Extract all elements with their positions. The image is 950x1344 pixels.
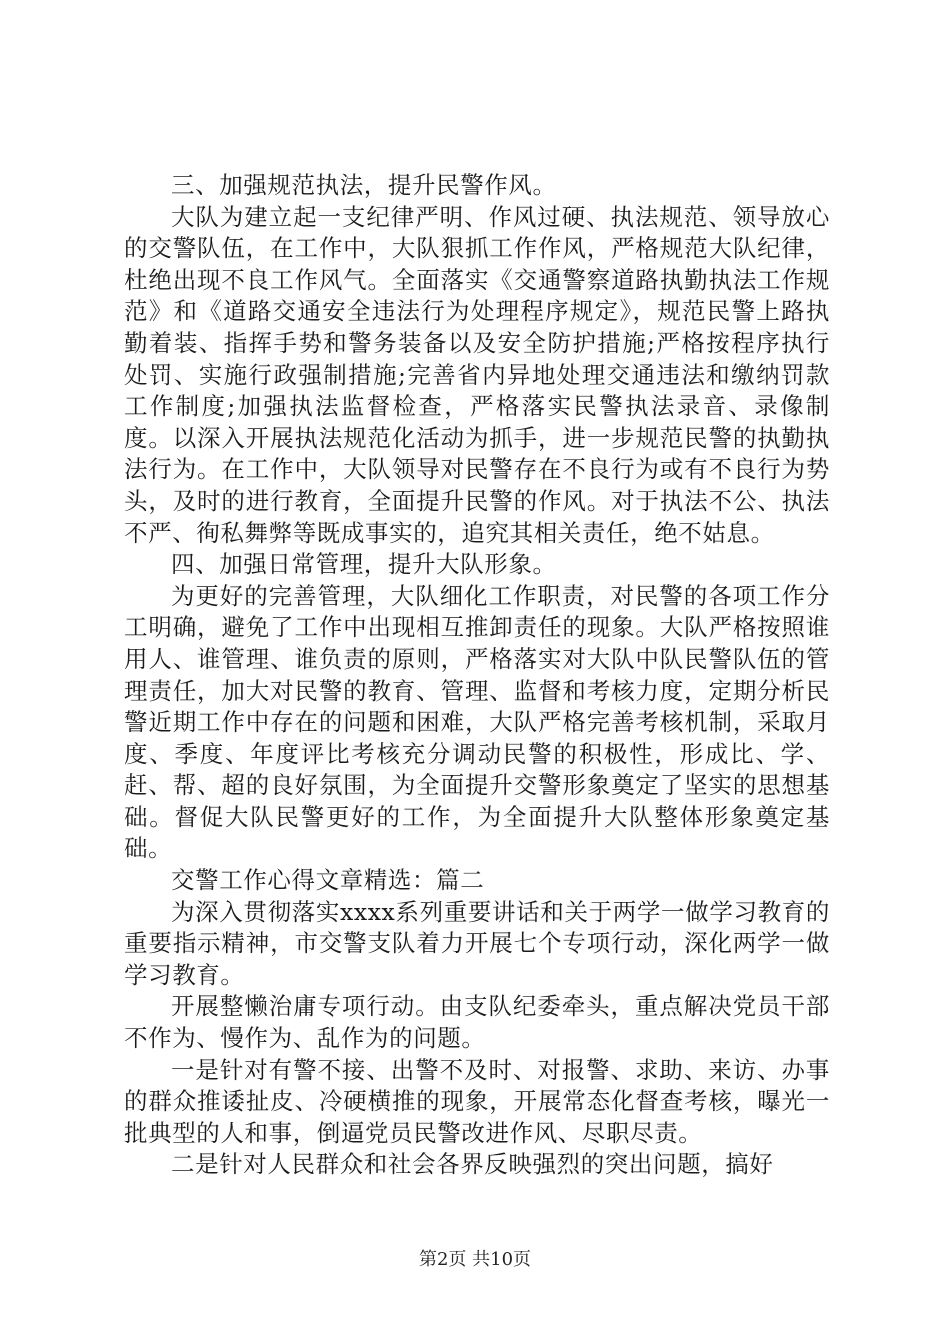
article-subtitle: 交警工作心得文章精选：篇二 [171,866,485,895]
paragraph: 一是针对有警不接、出警不及时、对报警、求助、来访、办事的群众推诿扯皮、冷硬横推的现象，开展常态化督查考核，曝光一批典型的人和事，倒逼党员民警改进作风、尽职尽责。 [124,1055,830,1147]
document-body [124,170,830,1181]
page-number-footer: 第2页 共10页 [418,1249,532,1270]
section-heading-4: 四、加强日常管理，提升大队形象。 [171,550,557,579]
section-heading-3: 三、加强规范执法，提升民警作风。 [171,171,557,199]
paragraph: 为更好的完善管理，大队细化工作职责，对民警的各项工作分工明确，避免了工作中出现相互推卸责任的现象。大队严格按照谁用人、谁管理、谁负责的原则，严格落实对大队中队民警队伍的管理责任，加大对民警的教育、管理、监督和考核力度，定期分析民警近期工作中存在的问题和困难，大队严格完善考核机制，采取月度、季度、年度评比考核充分调动民警的积极性，形成比、学、赶、帮、超的良好氛围，为全面提升交警形象奠定了坚实的思想基础。督促大队民警更好的工作，为全面提升大队整体形象奠定基础。 [124,581,830,863]
paragraph: 开展整懒治庸专项行动。由支队纪委牵头，重点解决党员干部不作为、慢作为、乱作为的问题。 [124,992,830,1053]
paragraph: 大队为建立起一支纪律严明、作风过硬、执法规范、领导放心的交警队伍，在工作中，大队狠抓工作作风，严格规范大队纪律，杜绝出现不良工作风气。全面落实《交通警察道路执勤执法工作规范》和《道路交通安全违法行为处理程序规定》，规范民警上路执勤着装、指挥手势和警务装备以及安全防护措施;严格按程序执行处罚、实施行政强制措施;完善省内异地处理交通违法和缴纳罚款工作制度;加强执法监督检查，严格落实民警执法录音、录像制度。以深入开展执法规范化活动为抓手，进一步规范民警的执勤执法行为。在工作中，大队领导对民警存在不良行为或有不良行为势头，及时的进行教育，全面提升民警的作风。对于执法不公、执法不严、徇私舞弊等既成事实的，追究其相关责任，绝不姑息。 [124,202,830,547]
paragraph: 二是针对人民群众和社会各界反映强烈的突出问题，搞好 [171,1150,774,1179]
paragraph: 为深入贯彻落实xxxx系列重要讲话和关于两学一做学习教育的重要指示精神，市交警支队着力开展七个专项行动，深化两学一做学习教育。 [124,897,830,989]
